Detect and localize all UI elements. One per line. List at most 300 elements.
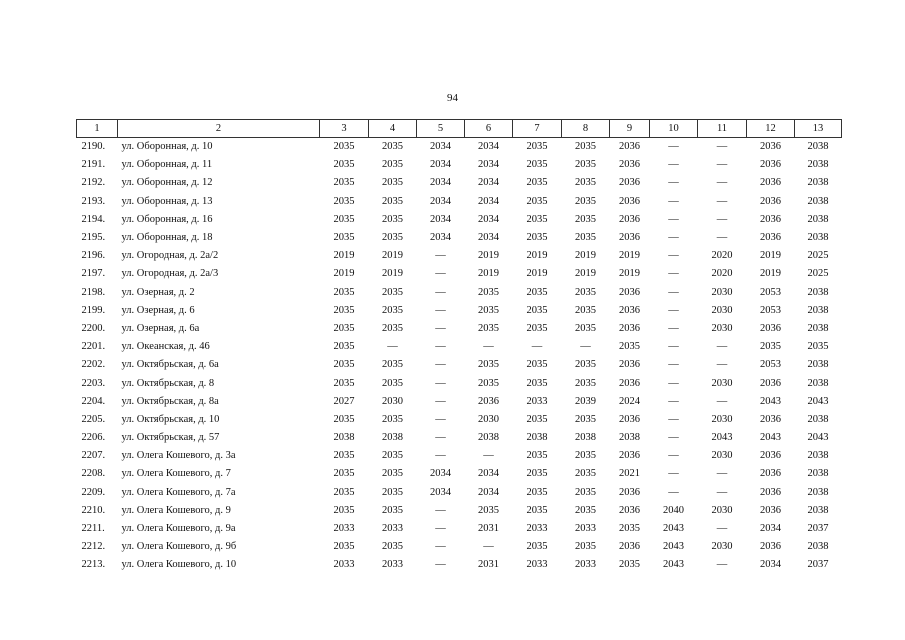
row-value-col-11: 2030 [711,322,733,334]
column-header-7: 7 [513,120,562,138]
column-header-6: 6 [465,120,513,138]
column-header-13: 13 [795,120,842,138]
row-value-col-4: 2035 [382,468,403,480]
row-value-col-7: 2019 [526,250,548,262]
row-value-col-13: 2038 [807,141,829,153]
row-value-col-11: — [716,486,728,498]
row-value-col-4: 2035 [382,159,403,171]
row-value-col-13: 2025 [807,268,829,280]
row-address: ул. Оборонная, д. 16 [121,213,213,225]
row-number: 2195. [81,232,106,244]
row-number: 2212. [81,541,106,553]
row-value-col-9: 2036 [619,195,640,207]
row-value-col-12: 2034 [760,559,781,571]
page-number: 94 [447,92,458,104]
row-value-col-9: 2036 [619,141,640,153]
row-value-col-9: 2038 [619,432,640,444]
row-value-col-7: 2035 [526,504,548,516]
table-row [77,538,842,556]
row-value-col-12: 2043 [760,432,781,444]
row-value-col-11: 2030 [711,450,733,462]
row-value-col-11: — [716,523,728,535]
row-value-col-8: 2035 [575,450,596,462]
row-value-col-9: 2036 [619,486,640,498]
row-value-col-5: — [435,359,446,371]
row-value-col-7: 2019 [526,268,548,280]
row-value-col-5: — [435,432,446,444]
row-value-col-6: 2036 [478,395,499,407]
row-value-col-9: 2036 [619,304,640,316]
row-value-col-12: 2019 [760,268,781,280]
table-row [77,284,842,302]
row-value-col-8: 2035 [575,232,596,244]
row-value-col-3: 2033 [333,523,355,535]
row-value-col-5: — [435,450,446,462]
row-value-col-10: 2043 [663,559,684,571]
row-value-col-11: — [716,468,728,480]
row-value-col-3: 2035 [333,286,355,298]
row-value-col-7: 2035 [526,195,548,207]
row-number: 2191. [81,159,106,171]
row-value-col-12: 2036 [760,159,781,171]
row-value-col-5: 2034 [430,232,451,244]
row-value-col-9: 2035 [619,523,640,535]
row-value-col-13: 2038 [807,286,829,298]
row-value-col-4: 2035 [382,504,403,516]
row-value-col-11: — [716,341,728,353]
row-value-col-13: 2038 [807,159,829,171]
table-row [77,156,842,174]
row-value-col-7: 2035 [526,232,548,244]
row-address: ул. Олега Кошевого, д. 9б [121,541,237,553]
column-header-3: 3 [320,120,369,138]
row-value-col-6: 2038 [478,432,499,444]
row-value-col-10: — [668,322,679,334]
row-value-col-8: 2019 [575,268,596,280]
row-value-col-8: 2035 [575,486,596,498]
row-value-col-12: 2036 [760,195,781,207]
row-value-col-7: 2035 [526,159,548,171]
row-number: 2194. [81,213,106,225]
row-value-col-12: 2036 [760,322,781,334]
row-value-col-10: — [668,468,679,480]
row-address: ул. Олега Кошевого, д. 7а [121,486,236,498]
row-value-col-6: 2035 [478,377,499,389]
row-value-col-13: 2038 [807,177,829,189]
row-number: 2197. [81,268,106,280]
row-number: 2199. [81,304,106,316]
row-value-col-6: 2031 [478,559,499,571]
row-value-col-4: — [387,341,398,353]
row-value-col-11: 2030 [711,413,733,425]
row-value-col-5: — [435,377,446,389]
table-row [77,393,842,411]
table-row [77,229,842,247]
row-value-col-12: 2036 [760,504,781,516]
row-value-col-13: 2038 [807,486,829,498]
row-value-col-13: 2037 [807,523,829,535]
row-value-col-7: 2035 [526,468,548,480]
row-value-col-4: 2035 [382,286,403,298]
row-value-col-4: 2030 [382,395,403,407]
building-schedule-table [76,119,842,575]
row-value-col-3: 2035 [333,177,355,189]
row-value-col-6: 2034 [478,232,499,244]
row-value-col-10: — [668,195,679,207]
table-row [77,338,842,356]
row-address: ул. Оборонная, д. 11 [121,159,213,171]
row-value-col-6: 2035 [478,322,499,334]
row-address: ул. Огородная, д. 2а/3 [121,268,219,280]
table-row [77,356,842,374]
row-value-col-13: 2035 [807,341,829,353]
row-value-col-10: — [668,250,679,262]
row-value-col-5: — [435,322,446,334]
row-value-col-10: — [668,486,679,498]
table-row [77,465,842,483]
row-value-col-13: 2038 [807,413,829,425]
row-value-col-4: 2019 [382,250,403,262]
row-value-col-4: 2035 [382,213,403,225]
row-value-col-3: 2035 [333,541,355,553]
row-number: 2196. [81,250,106,262]
row-value-col-10: — [668,141,679,153]
row-value-col-7: 2035 [526,213,548,225]
row-value-col-4: 2035 [382,450,403,462]
row-value-col-10: — [668,268,679,280]
row-number: 2205. [81,413,106,425]
row-value-col-5: 2034 [430,141,451,153]
row-value-col-8: 2039 [575,395,596,407]
row-address: ул. Олега Кошевого, д. 10 [121,559,237,571]
table-row [77,374,842,392]
row-value-col-9: 2036 [619,286,640,298]
row-value-col-13: 2038 [807,232,829,244]
row-value-col-13: 2038 [807,450,829,462]
row-value-col-12: 2036 [760,141,781,153]
row-value-col-11: — [716,213,728,225]
row-value-col-11: — [716,159,728,171]
row-value-col-12: 2036 [760,232,781,244]
row-value-col-4: 2035 [382,322,403,334]
row-value-col-7: 2033 [526,395,548,407]
row-value-col-12: 2053 [760,359,781,371]
row-value-col-8: 2035 [575,322,596,334]
row-value-col-3: 2035 [333,322,355,334]
row-value-col-9: 2035 [619,559,640,571]
row-value-col-5: — [435,523,446,535]
row-value-col-6: 2031 [478,523,499,535]
column-header-row [77,120,842,138]
row-value-col-4: 2019 [382,268,403,280]
row-value-col-8: 2035 [575,304,596,316]
row-value-col-8: 2033 [575,559,596,571]
row-value-col-7: 2035 [526,450,548,462]
row-value-col-4: 2035 [382,377,403,389]
row-number: 2193. [81,195,106,207]
row-number: 2202. [81,359,106,371]
row-value-col-13: 2038 [807,541,829,553]
row-value-col-10: 2043 [663,523,684,535]
row-number: 2204. [81,395,106,407]
row-address: ул. Океанская, д. 46 [121,341,210,353]
row-value-col-6: 2035 [478,504,499,516]
row-value-col-11: — [716,395,728,407]
row-value-col-8: 2035 [575,504,596,516]
column-header-12: 12 [747,120,795,138]
row-address: ул. Озерная, д. 6а [121,322,200,334]
row-value-col-10: 2043 [663,541,684,553]
column-header-4: 4 [369,120,417,138]
row-value-col-7: 2038 [526,432,548,444]
row-value-col-13: 2043 [807,432,829,444]
row-address: ул. Оборонная, д. 12 [121,177,213,189]
row-value-col-3: 2035 [333,468,355,480]
row-value-col-12: 2036 [760,413,781,425]
row-value-col-4: 2035 [382,486,403,498]
table-row [77,411,842,429]
row-value-col-7: 2035 [526,486,548,498]
row-value-col-7: 2035 [526,541,548,553]
row-value-col-13: 2038 [807,213,829,225]
row-address: ул. Олега Кошевого, д. 7 [121,468,231,480]
row-value-col-10: — [668,159,679,171]
row-value-col-10: — [668,213,679,225]
row-value-col-6: 2035 [478,359,499,371]
row-value-col-13: 2038 [807,322,829,334]
row-value-col-7: 2035 [526,304,548,316]
row-value-col-6: 2035 [478,286,499,298]
row-value-col-12: 2036 [760,541,781,553]
row-value-col-11: — [716,195,728,207]
row-value-col-12: 2034 [760,523,781,535]
row-value-col-3: 2038 [333,432,355,444]
row-value-col-9: 2036 [619,159,640,171]
row-value-col-8: 2033 [575,523,596,535]
row-value-col-12: 2043 [760,395,781,407]
row-value-col-9: 2036 [619,232,640,244]
row-value-col-4: 2035 [382,541,403,553]
table-row [77,193,842,211]
row-value-col-13: 2038 [807,195,829,207]
table-row [77,484,842,502]
row-value-col-6: — [483,341,494,353]
row-value-col-11: 2030 [711,541,733,553]
row-address: ул. Оборонная, д. 18 [121,232,213,244]
row-value-col-3: 2027 [333,395,355,407]
row-value-col-3: 2033 [333,559,355,571]
table-row [77,520,842,538]
row-value-col-6: 2034 [478,141,499,153]
row-number: 2210. [81,504,106,516]
row-value-col-13: 2038 [807,359,829,371]
row-value-col-5: — [435,504,446,516]
row-value-col-10: — [668,177,679,189]
row-value-col-13: 2038 [807,377,829,389]
row-value-col-13: 2037 [807,559,829,571]
row-value-col-3: 2035 [333,486,355,498]
row-value-col-4: 2038 [382,432,403,444]
row-value-col-6: 2019 [478,250,499,262]
row-value-col-6: 2034 [478,468,499,480]
row-address: ул. Огородная, д. 2а/2 [121,250,219,262]
row-value-col-8: 2035 [575,195,596,207]
row-value-col-12: 2036 [760,486,781,498]
row-value-col-5: — [435,413,446,425]
row-value-col-8: 2035 [575,468,596,480]
table-row [77,174,842,192]
column-header-1: 1 [77,120,118,138]
row-value-col-11: 2020 [711,250,733,262]
row-value-col-10: — [668,286,679,298]
row-value-col-10: — [668,304,679,316]
row-number: 2203. [81,377,106,389]
row-number: 2209. [81,486,106,498]
row-address: ул. Олега Кошевого, д. 9 [121,504,231,516]
row-value-col-11: — [716,177,728,189]
row-value-col-5: 2034 [430,159,451,171]
row-value-col-12: 2036 [760,177,781,189]
row-value-col-8: 2035 [575,213,596,225]
row-value-col-12: 2036 [760,468,781,480]
row-address: ул. Озерная, д. 2 [121,286,195,298]
table-row [77,302,842,320]
row-value-col-8: 2035 [575,177,596,189]
row-value-col-10: — [668,232,679,244]
row-value-col-3: 2035 [333,341,355,353]
row-value-col-3: 2035 [333,304,355,316]
row-value-col-9: 2036 [619,177,640,189]
row-value-col-12: 2036 [760,450,781,462]
row-value-col-11: 2030 [711,304,733,316]
row-value-col-10: — [668,432,679,444]
row-value-col-7: 2035 [526,377,548,389]
row-value-col-9: 2036 [619,504,640,516]
row-value-col-6: 2034 [478,177,499,189]
row-value-col-12: 2053 [760,286,781,298]
row-value-col-7: — [531,341,543,353]
row-value-col-10: — [668,395,679,407]
table-row [77,138,842,157]
row-value-col-4: 2035 [382,177,403,189]
table-row [77,556,842,574]
row-value-col-4: 2033 [382,523,403,535]
row-value-col-12: 2036 [760,377,781,389]
row-value-col-8: 2035 [575,377,596,389]
row-address: ул. Октябрьская, д. 6а [121,359,219,371]
row-value-col-11: — [716,559,728,571]
row-value-col-13: 2025 [807,250,829,262]
row-number: 2198. [81,286,106,298]
row-value-col-9: 2036 [619,213,640,225]
row-value-col-4: 2035 [382,413,403,425]
row-value-col-5: — [435,250,446,262]
row-number: 2192. [81,177,106,189]
row-value-col-3: 2035 [333,504,355,516]
row-value-col-6: — [483,450,494,462]
row-value-col-4: 2035 [382,141,403,153]
row-address: ул. Октябрьская, д. 10 [121,413,220,425]
row-address: ул. Озерная, д. 6 [121,304,195,316]
row-value-col-3: 2035 [333,141,355,153]
row-value-col-10: — [668,413,679,425]
table-row [77,429,842,447]
row-value-col-5: — [435,286,446,298]
row-address: ул. Октябрьская, д. 57 [121,432,220,444]
row-value-col-3: 2035 [333,195,355,207]
row-value-col-5: — [435,341,446,353]
table-row [77,247,842,265]
row-value-col-8: 2038 [575,432,596,444]
row-value-col-12: 2035 [760,341,781,353]
row-value-col-11: — [716,232,728,244]
row-value-col-4: 2035 [382,195,403,207]
row-value-col-8: 2035 [575,159,596,171]
row-number: 2201. [81,341,106,353]
row-number: 2208. [81,468,106,480]
row-value-col-13: 2038 [807,504,829,516]
column-header-10: 10 [650,120,698,138]
row-value-col-13: 2038 [807,304,829,316]
row-number: 2206. [81,432,106,444]
row-value-col-10: — [668,450,679,462]
row-value-col-4: 2035 [382,359,403,371]
row-value-col-9: 2036 [619,377,640,389]
row-value-col-13: 2038 [807,468,829,480]
row-value-col-5: — [435,304,446,316]
table-row [77,265,842,283]
row-value-col-11: — [716,359,728,371]
row-address: ул. Октябрьская, д. 8 [121,377,215,389]
row-value-col-6: 2034 [478,213,499,225]
row-value-col-6: 2034 [478,486,499,498]
row-value-col-4: 2033 [382,559,403,571]
row-value-col-9: 2024 [619,395,640,407]
table-row [77,447,842,465]
row-value-col-10: 2040 [663,504,684,516]
row-value-col-12: 2053 [760,304,781,316]
column-header-5: 5 [417,120,465,138]
row-value-col-6: 2035 [478,304,499,316]
row-value-col-6: 2034 [478,195,499,207]
row-number: 2211. [81,523,105,535]
row-value-col-11: 2030 [711,286,733,298]
row-value-col-9: 2036 [619,541,640,553]
row-value-col-8: 2035 [575,413,596,425]
row-value-col-7: 2035 [526,141,548,153]
row-value-col-3: 2019 [333,268,355,280]
row-value-col-5: 2034 [430,468,451,480]
row-number: 2213. [81,559,106,571]
row-value-col-8: 2035 [575,359,596,371]
row-value-col-3: 2035 [333,159,355,171]
row-value-col-11: — [716,141,728,153]
row-value-col-13: 2043 [807,395,829,407]
row-value-col-7: 2035 [526,322,548,334]
row-value-col-6: 2019 [478,268,499,280]
row-value-col-5: — [435,268,446,280]
row-address: ул. Октябрьская, д. 8а [121,395,219,407]
row-value-col-4: 2035 [382,232,403,244]
row-value-col-3: 2035 [333,359,355,371]
row-value-col-6: 2034 [478,159,499,171]
row-value-col-5: — [435,559,446,571]
row-value-col-12: 2036 [760,213,781,225]
row-address: ул. Олега Кошевого, д. 9а [121,523,236,535]
row-value-col-7: 2035 [526,359,548,371]
row-value-col-9: 2021 [619,468,640,480]
column-header-9: 9 [610,120,650,138]
